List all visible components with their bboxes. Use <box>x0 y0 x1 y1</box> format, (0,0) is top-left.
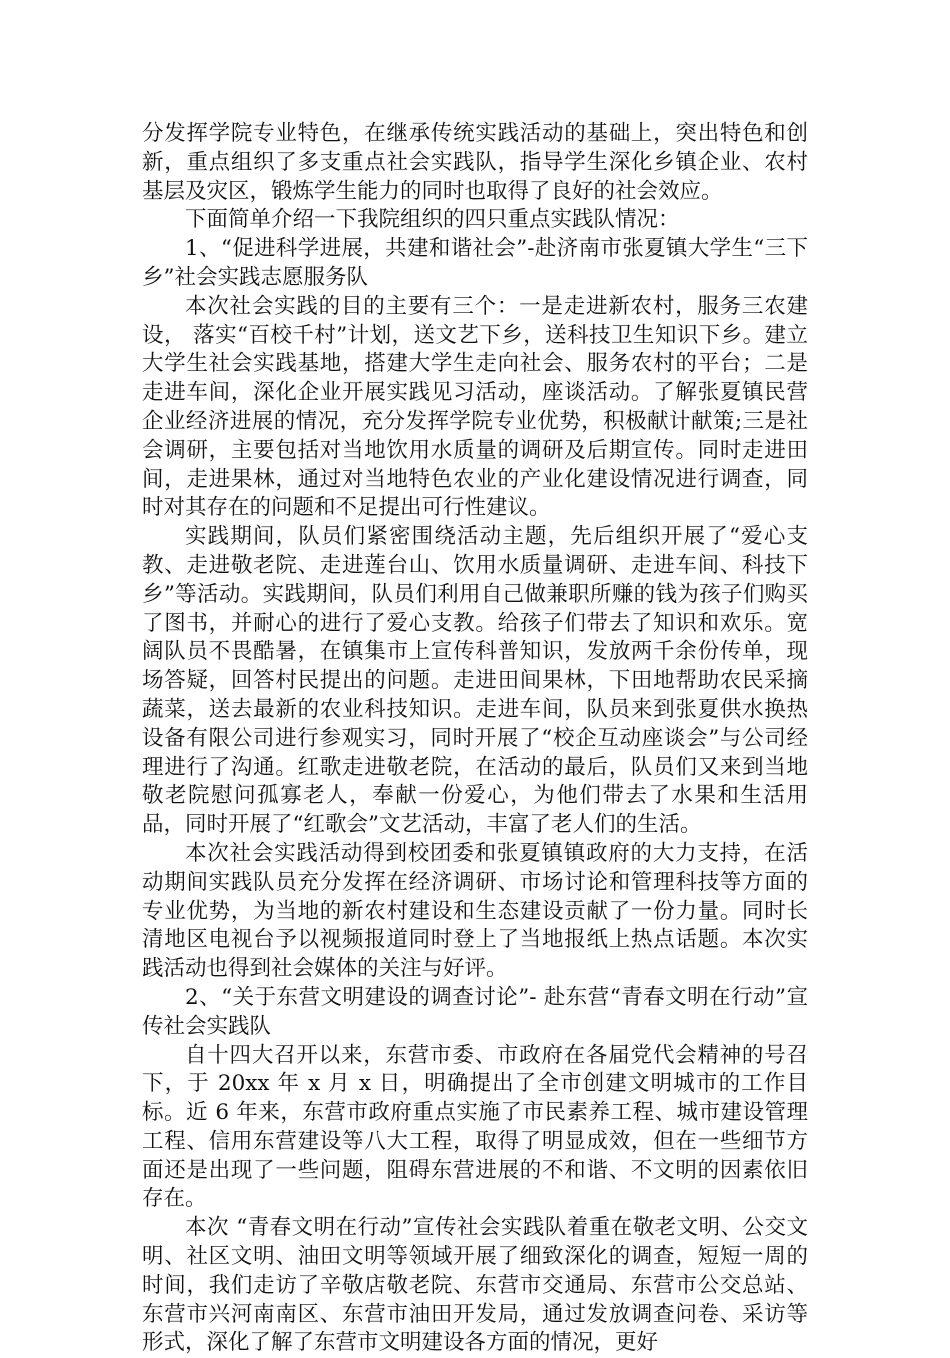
document-body <box>142 120 808 1358</box>
paragraph-continuation: 分发挥学院专业特色，在继承传统实践活动的基础上，突出特色和创新，重点组织了多支重点社会实践队，指导学生深化乡镇企业、农村基层及灾区，锻炼学生能力的同时也取得了良好的社会效应。 <box>142 121 808 204</box>
section-heading-2: 2、“关于东营文明建设的调查讨论”- 赴东营“青春文明在行动”宣传社会实践队 <box>142 984 808 1039</box>
paragraph-intro: 下面简单介绍一下我院组织的四只重点实践队情况： <box>185 207 680 233</box>
paragraph-background: 自十四大召开以来，东营市委、市政府在各届党代会精神的号召下，于 20xx 年 x 月 x 日，明确提出了全市创建文明城市的工作目标。近 6 年来，东营市政府重点实施了市民素养工程、城市建设管理工程、信用东营建设等八大工程，取得了明显成效，但在一些细节方面还是出现了一些问题，阻碍东营进展的不和谐、不文明的因素依旧存在。 <box>142 1042 808 1212</box>
paragraph-investigation: 本次 “青春文明在行动”宣传社会实践队着重在敬老文明、公交文明、社区文明、油田文明等领域开展了细致深化的调查，短短一周的时间，我们走访了辛敬店敬老院、东营市交通局、东营市公交总站、东营市兴河南南区、东营市油田开发局，通过发放调查问卷、采访等形式，深化了解了东营市文明建设各方面的情况，更好 <box>142 1215 808 1356</box>
paragraph-activities: 实践期间，队员们紧密围绕活动主题，先后组织开展了“爱心支教、走进敬老院、走进莲台山、饮用水质量调研、走进车间、科技下乡”等活动。实践期间，队员们利用自己做兼职所赚的钱为孩子们购买了图书，并耐心的进行了爱心支教。给孩子们带去了知识和欢乐。宽阔队员不畏酷暑，在镇集市上宣传科普知识，发放两千余份传单，现场答疑，回答村民提出的问题。走进田间果林，下田地帮助农民采摘蔬菜，送去最新的农业科技知识。走进车间，队员来到张夏供水换热设备有限公司进行参观实习，同时开展了“校企互动座谈会”与公司经理进行了沟通。红歌走进敬老院，在活动的最后，队员们又来到当地敬老院慰问孤寡老人，奉献一份爱心，为他们带去了水果和生活用品，同时开展了“红歌会”文艺活动，丰富了老人们的生活。 <box>142 524 808 838</box>
section-heading-1: 1、“促进科学进展，共建和谐社会”-赴济南市张夏镇大学生“三下乡”社会实践志愿服务队 <box>142 236 808 290</box>
paragraph-results: 本次社会实践活动得到校团委和张夏镇镇政府的大力支持，在活动期间实践队员充分发挥在经济调研、市场讨论和管理科技等方面的专业优势，为当地的新农村建设和生态建设贡献了一份力量。同时长清地区电视台予以视频报道同时登上了当地报纸上热点话题。本次实践活动也得到社会媒体的关注与好评。 <box>142 840 808 982</box>
paragraph-purpose: 本次社会实践的目的主要有三个：一是走进新农村，服务三农建设， 落实“百校千村”计划，送文艺下乡，送科技卫生知识下乡。建立大学生社会实践基地，搭建大学生走向社会、服务农村的平台；二是走进车间，深化企业开展实践见习活动，座谈活动。了解张夏镇民营企业经济进展的情况，充分发挥学院专业优势，积极献计献策;三是社会调研，主要包括对当地饮用水质量的调研及后期宣传。同时走进田间，走进果林，通过对当地特色农业的产业化建设情况进行调查，同时对其存在的问题和不足提出可行性建议。 <box>142 293 808 521</box>
